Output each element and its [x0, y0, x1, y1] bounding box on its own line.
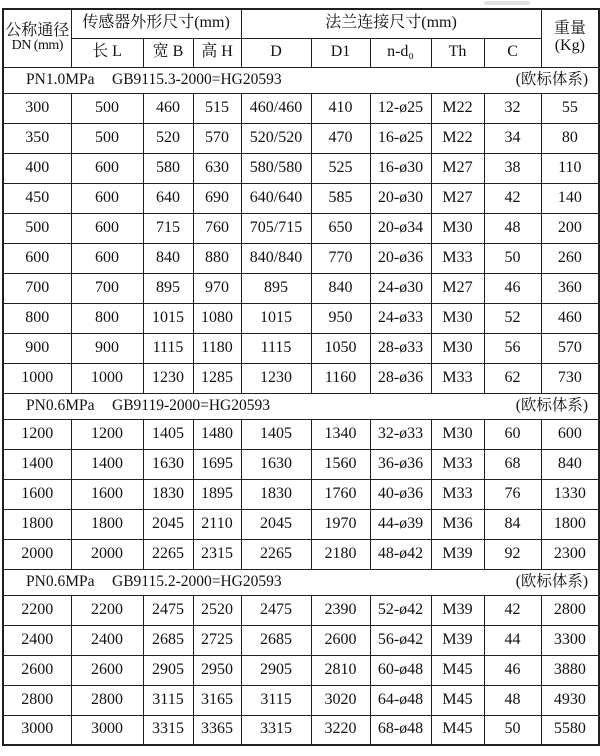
table-cell: 44-ø39: [370, 509, 431, 539]
table-cell: 2000: [71, 539, 143, 569]
section-pn-label: PN0.6MPa: [26, 572, 95, 590]
table-cell: 92: [484, 539, 541, 569]
table-cell: 42: [484, 183, 541, 213]
table-cell: 1800: [3, 509, 71, 539]
section-header-row: [3, 569, 599, 595]
table-cell: 28-ø33: [370, 333, 431, 363]
section-header-content: [4, 398, 598, 414]
table-cell: 2600: [3, 655, 71, 685]
table-cell: 730: [541, 363, 599, 393]
table-cell: 2600: [311, 625, 370, 655]
table-cell: 1340: [311, 419, 370, 449]
table-cell: 600: [541, 419, 599, 449]
table-cell: 460: [143, 93, 193, 123]
table-cell: M22: [431, 123, 484, 153]
table-cell: 48: [484, 685, 541, 715]
table-cell: 46: [484, 655, 541, 685]
table-cell: 450: [3, 183, 71, 213]
table-cell: 600: [3, 243, 71, 273]
table-cell: 640/640: [241, 183, 311, 213]
table-cell: 3115: [143, 685, 193, 715]
table-cell: 34: [484, 123, 541, 153]
table-row: [3, 93, 599, 123]
table-cell: 895: [143, 273, 193, 303]
table-cell: 840: [143, 243, 193, 273]
table-cell: 800: [3, 303, 71, 333]
table-cell: 1800: [541, 509, 599, 539]
table-cell: 880: [193, 243, 241, 273]
header-sensor-group: 传感器外形尺寸(mm): [71, 9, 241, 38]
table-cell: 1630: [143, 449, 193, 479]
table-cell: 2200: [71, 595, 143, 625]
header-dn: [3, 9, 71, 67]
table-cell: 1895: [193, 479, 241, 509]
table-cell: 44: [484, 625, 541, 655]
section-header-cell: [3, 67, 599, 93]
header-col-c: C: [484, 38, 541, 67]
table-cell: 2315: [193, 539, 241, 569]
header-col-width: 宽 B: [143, 38, 193, 67]
table-cell: 1200: [3, 419, 71, 449]
table-cell: 1480: [193, 419, 241, 449]
table-cell: 840: [311, 273, 370, 303]
table-row: [3, 655, 599, 685]
table-row: [3, 449, 599, 479]
table-cell: 1830: [143, 479, 193, 509]
table-cell: 3880: [541, 655, 599, 685]
table-cell: M27: [431, 273, 484, 303]
table-cell: 800: [71, 303, 143, 333]
table-cell: 650: [311, 213, 370, 243]
table-cell: 470: [311, 123, 370, 153]
header-col-ndo: n-d₀: [370, 38, 431, 67]
table-cell: 970: [193, 273, 241, 303]
table-row: [3, 303, 599, 333]
table-cell: 3315: [241, 715, 311, 745]
table-cell: 3220: [311, 715, 370, 745]
section-header-row: [3, 67, 599, 93]
table-cell: 640: [143, 183, 193, 213]
table-cell: 2300: [541, 539, 599, 569]
header-col-th: Th: [431, 38, 484, 67]
table-cell: 1115: [241, 333, 311, 363]
table-cell: 585: [311, 183, 370, 213]
table-cell: 42: [484, 595, 541, 625]
header-flange-group: 法兰连接尺寸(mm): [241, 9, 541, 38]
table-cell: 68: [484, 449, 541, 479]
table-cell: 64-ø48: [370, 685, 431, 715]
table-cell: 3000: [3, 715, 71, 745]
table-cell: M36: [431, 509, 484, 539]
table-cell: 84: [484, 509, 541, 539]
table-cell: 32: [484, 93, 541, 123]
table-cell: 4930: [541, 685, 599, 715]
section-header-content: [4, 72, 598, 88]
table-cell: 700: [71, 273, 143, 303]
table-cell: 1015: [143, 303, 193, 333]
table-cell: 16-ø25: [370, 123, 431, 153]
table-cell: 500: [3, 213, 71, 243]
table-row: [3, 715, 599, 745]
table-cell: 2685: [143, 625, 193, 655]
table-cell: 3020: [311, 685, 370, 715]
table-cell: 1600: [71, 479, 143, 509]
table-row: [3, 509, 599, 539]
table-cell: 200: [541, 213, 599, 243]
dimension-spec-table: [2, 8, 600, 746]
table-cell: M45: [431, 655, 484, 685]
table-cell: M45: [431, 685, 484, 715]
table-row: [3, 273, 599, 303]
table-cell: 2045: [143, 509, 193, 539]
table-cell: 24-ø30: [370, 273, 431, 303]
table-cell: 600: [71, 243, 143, 273]
table-cell: 2600: [71, 655, 143, 685]
table-cell: 2265: [241, 539, 311, 569]
table-cell: 2950: [193, 655, 241, 685]
header-col-d: D: [241, 38, 311, 67]
header-col-d1: D1: [311, 38, 370, 67]
table-cell: 1400: [71, 449, 143, 479]
table-cell: 515: [193, 93, 241, 123]
table-cell: 600: [71, 183, 143, 213]
table-cell: 1180: [193, 333, 241, 363]
table-cell: 2520: [193, 595, 241, 625]
section-standard-label: GB9115.3-2000=HG20593: [112, 70, 282, 88]
table-cell: 2180: [311, 539, 370, 569]
table-cell: 3165: [193, 685, 241, 715]
section-header-cell: [3, 569, 599, 595]
table-cell: 1000: [3, 363, 71, 393]
table-cell: 580: [143, 153, 193, 183]
table-cell: 20-ø36: [370, 243, 431, 273]
table-cell: 2400: [71, 625, 143, 655]
table-cell: 2390: [311, 595, 370, 625]
table-cell: 500: [71, 93, 143, 123]
table-cell: 460: [541, 303, 599, 333]
header-weight-unit: (Kg): [554, 37, 585, 55]
table-cell: 55: [541, 93, 599, 123]
table-row: [3, 243, 599, 273]
table-cell: 2905: [143, 655, 193, 685]
header-dn-title: 公称通径: [5, 21, 70, 39]
section-pn-label: PN1.0MPa: [26, 70, 95, 88]
section-header-content: [4, 574, 598, 590]
table-cell: 260: [541, 243, 599, 273]
table-cell: 1560: [311, 449, 370, 479]
table-cell: M45: [431, 715, 484, 745]
table-cell: 770: [311, 243, 370, 273]
table-cell: 48-ø42: [370, 539, 431, 569]
table-cell: 705/715: [241, 213, 311, 243]
table-cell: 1405: [143, 419, 193, 449]
table-cell: 715: [143, 213, 193, 243]
table-cell: 700: [3, 273, 71, 303]
table-cell: 12-ø25: [370, 93, 431, 123]
table-cell: 2800: [541, 595, 599, 625]
table-cell: 1200: [71, 419, 143, 449]
table-cell: 900: [71, 333, 143, 363]
table-cell: 46: [484, 273, 541, 303]
header-dn-unit: DN (mm): [11, 38, 63, 54]
header-weight: [541, 9, 599, 67]
table-cell: M30: [431, 333, 484, 363]
table-cell: M27: [431, 183, 484, 213]
table-cell: 950: [311, 303, 370, 333]
table-cell: M33: [431, 363, 484, 393]
section-header-cell: [3, 393, 599, 419]
table-cell: 1080: [193, 303, 241, 333]
section-note-label: (欧标体系): [515, 396, 589, 414]
table-cell: 2400: [3, 625, 71, 655]
table-cell: 2200: [3, 595, 71, 625]
table-cell: 570: [193, 123, 241, 153]
cropped-text-artifact: [484, 1, 530, 5]
table-cell: 1695: [193, 449, 241, 479]
table-cell: 840/840: [241, 243, 311, 273]
section-standard-label: GB9119-2000=HG20593: [112, 396, 270, 414]
table-row: [3, 333, 599, 363]
table-cell: 3300: [541, 625, 599, 655]
table-row: [3, 685, 599, 715]
table-cell: 40-ø36: [370, 479, 431, 509]
table-cell: 50: [484, 715, 541, 745]
table-cell: 1830: [241, 479, 311, 509]
table-cell: 24-ø33: [370, 303, 431, 333]
table-cell: M33: [431, 479, 484, 509]
table-cell: 3115: [241, 685, 311, 715]
table-cell: 1230: [143, 363, 193, 393]
table-cell: 2045: [241, 509, 311, 539]
table-cell: 62: [484, 363, 541, 393]
table-cell: 36-ø36: [370, 449, 431, 479]
table-row: [3, 183, 599, 213]
table-cell: 2685: [241, 625, 311, 655]
table-cell: 56-ø42: [370, 625, 431, 655]
table-cell: 1230: [241, 363, 311, 393]
table-cell: 140: [541, 183, 599, 213]
table-cell: 1160: [311, 363, 370, 393]
table-cell: 56: [484, 333, 541, 363]
table-cell: 630: [193, 153, 241, 183]
table-cell: 2475: [241, 595, 311, 625]
table-cell: 2800: [71, 685, 143, 715]
section-note-label: (欧标体系): [515, 572, 589, 590]
table-cell: 2800: [3, 685, 71, 715]
table-cell: 1330: [541, 479, 599, 509]
table-cell: 1000: [71, 363, 143, 393]
table-cell: 460/460: [241, 93, 311, 123]
table-cell: 580/580: [241, 153, 311, 183]
table-cell: 900: [3, 333, 71, 363]
table-cell: 20-ø30: [370, 183, 431, 213]
table-cell: 32-ø33: [370, 419, 431, 449]
table-cell: M39: [431, 595, 484, 625]
table-cell: 60: [484, 419, 541, 449]
table-cell: 400: [3, 153, 71, 183]
table-cell: 68-ø48: [370, 715, 431, 745]
table-cell: 1400: [3, 449, 71, 479]
table-row: [3, 625, 599, 655]
table-cell: 110: [541, 153, 599, 183]
table-cell: 1970: [311, 509, 370, 539]
table-cell: 600: [71, 153, 143, 183]
table-cell: 1050: [311, 333, 370, 363]
table-cell: M22: [431, 93, 484, 123]
table-cell: M27: [431, 153, 484, 183]
table-cell: 1600: [3, 479, 71, 509]
header-weight-title: 重量: [553, 20, 586, 38]
table-cell: 1760: [311, 479, 370, 509]
table-cell: 760: [193, 213, 241, 243]
table-row: [3, 153, 599, 183]
header-row-subcolumns: [3, 38, 599, 67]
header-col-height: 高 H: [193, 38, 241, 67]
table-cell: M33: [431, 243, 484, 273]
table-cell: 1800: [71, 509, 143, 539]
table-cell: 16-ø30: [370, 153, 431, 183]
table-cell: 1015: [241, 303, 311, 333]
table-cell: 3365: [193, 715, 241, 745]
table-cell: 360: [541, 273, 599, 303]
table-cell: 570: [541, 333, 599, 363]
table-cell: M30: [431, 419, 484, 449]
table-row: [3, 123, 599, 153]
header-col-length: 长 L: [71, 38, 143, 67]
table-cell: 520/520: [241, 123, 311, 153]
table-cell: 20-ø34: [370, 213, 431, 243]
table-cell: 80: [541, 123, 599, 153]
section-note-label: (欧标体系): [515, 70, 589, 88]
section-standard-label: GB9115.2-2000=HG20593: [112, 572, 282, 590]
table-cell: 76: [484, 479, 541, 509]
section-header-row: [3, 393, 599, 419]
table-cell: 3315: [143, 715, 193, 745]
table-row: [3, 479, 599, 509]
table-cell: 2000: [3, 539, 71, 569]
table-cell: 2810: [311, 655, 370, 685]
table-cell: 895: [241, 273, 311, 303]
table-cell: M30: [431, 213, 484, 243]
table-cell: 500: [71, 123, 143, 153]
table-cell: 52: [484, 303, 541, 333]
table-header: [3, 9, 599, 67]
table-cell: 840: [541, 449, 599, 479]
table-cell: 600: [71, 213, 143, 243]
table-cell: 28-ø36: [370, 363, 431, 393]
table-cell: 2905: [241, 655, 311, 685]
table-cell: 38: [484, 153, 541, 183]
table-cell: 1285: [193, 363, 241, 393]
table-cell: 690: [193, 183, 241, 213]
table-row: [3, 363, 599, 393]
table-cell: 410: [311, 93, 370, 123]
section-pn-label: PN0.6MPa: [26, 396, 95, 414]
table-cell: M39: [431, 539, 484, 569]
table-cell: 1405: [241, 419, 311, 449]
table-cell: 2110: [193, 509, 241, 539]
table-cell: 48: [484, 213, 541, 243]
table-row: [3, 539, 599, 569]
table-cell: 5580: [541, 715, 599, 745]
table-cell: 52-ø42: [370, 595, 431, 625]
table-cell: M33: [431, 449, 484, 479]
table-cell: 525: [311, 153, 370, 183]
table-row: [3, 213, 599, 243]
table-cell: 300: [3, 93, 71, 123]
table-cell: 1630: [241, 449, 311, 479]
table-body: [3, 67, 599, 745]
table-row: [3, 595, 599, 625]
table-cell: 50: [484, 243, 541, 273]
table-cell: M39: [431, 625, 484, 655]
table-cell: 350: [3, 123, 71, 153]
table-cell: 1115: [143, 333, 193, 363]
table-cell: 2475: [143, 595, 193, 625]
table-cell: 60-ø48: [370, 655, 431, 685]
table-cell: 2265: [143, 539, 193, 569]
table-cell: 2725: [193, 625, 241, 655]
table-cell: M30: [431, 303, 484, 333]
table-row: [3, 419, 599, 449]
table-cell: 520: [143, 123, 193, 153]
table-cell: 3000: [71, 715, 143, 745]
header-row-groups: [3, 9, 599, 38]
